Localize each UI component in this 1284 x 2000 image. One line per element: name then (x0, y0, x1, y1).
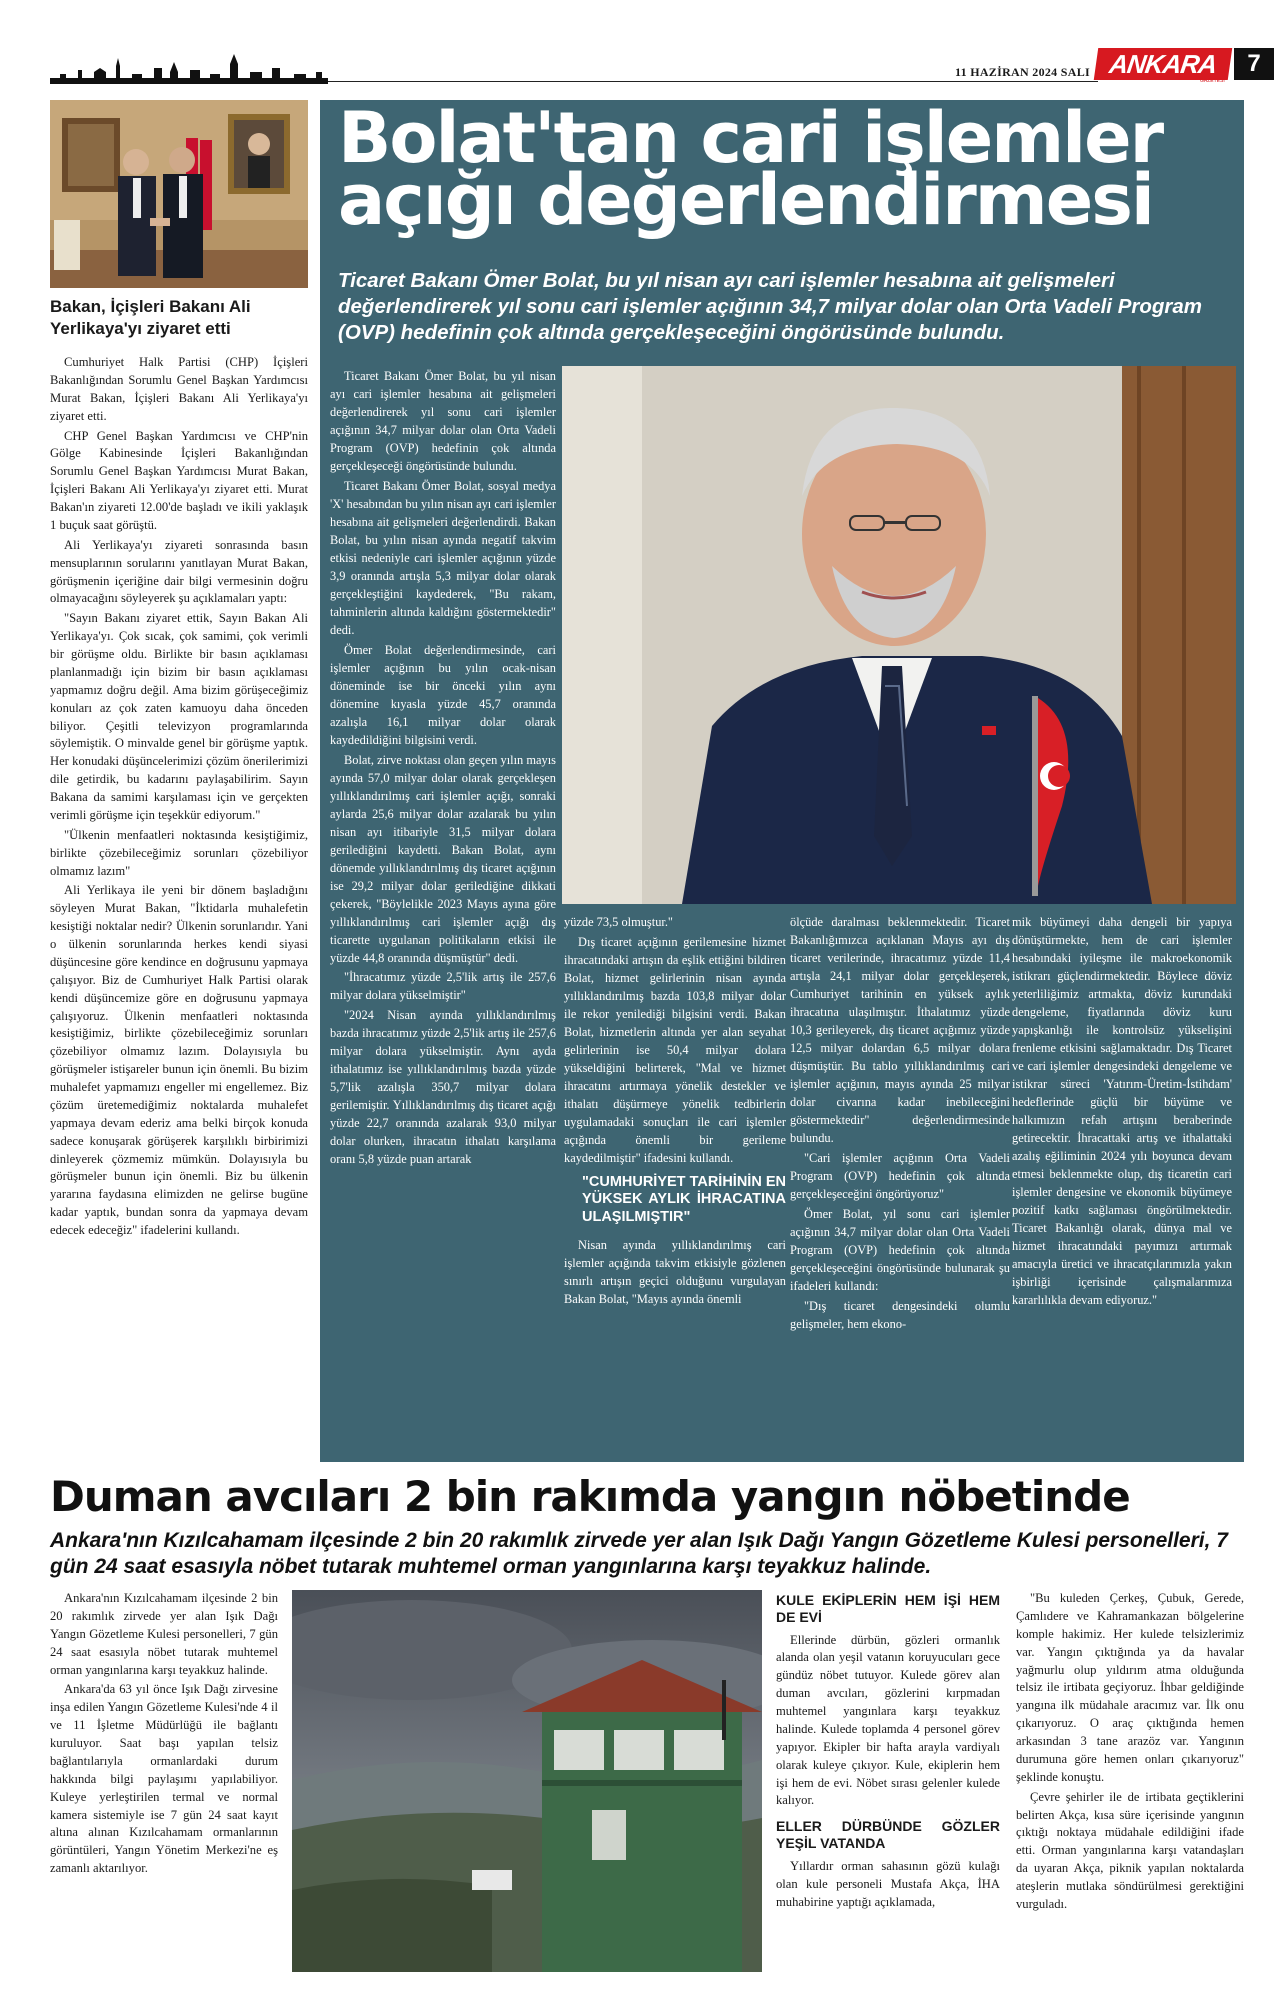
officials-handshake-image (50, 100, 308, 288)
paragraph: ölçüde daralması beklenmektedir. Ticaret Bakanlığımızca açıklanan Mayıs ayı dış ticaret verilerinde, ihracatımız yüzde 11,4 artışla 24,1 milyar dolar gerçekleşerek, Cumhuriyet tarihinin en yüksek aylık ihracatına ulaşılmıştır. İthalatımız yüzde 10,3 gerileyerek, dış ticaret açığımız yüzde 12,5 milyar dolardan 6,5 milyar dolara düşmüştür. Bu tablo yıllıklandırılmış cari işlemler açığının, mayıs ayında 25 milyar dolar civarına kadar inebileceğini göstermektedir" değerlendirmesinde bulundu. (790, 915, 1010, 1145)
pull-quote: "CUMHURİYET TARİHİNİN EN YÜKSEK AYLIK İHRACATINA ULAŞILMIŞTIR" (582, 1173, 786, 1226)
ankara-skyline-icon (50, 48, 328, 84)
paragraph: Ali Yerlikaya'yı ziyareti sonrasında basın mensuplarının sorularını yanıtlayan Murat Bakan, görüşmenin içeriğine dair bilgi vermesinin doğru olmayacağını söyleyerek şu açıklamaları yaptı: (50, 537, 308, 606)
paragraph: "Dış ticaret dengesindeki olumlu gelişmeler, hem ekono- (790, 1298, 1010, 1331)
side-story-headline: Bakan, İçişleri Bakanı Ali Yerlikaya'yı ziyaret etti (50, 297, 251, 339)
paragraph: Ticaret Bakanı Ömer Bolat, sosyal medya 'X' hesabından bu yılın nisan ayı cari işlemler hesabına ait gelişmeleri değerlendirdi. Bakan Bolat, bu yılın nisan ayında negatif takvim etkisi nedeniyle cari işlemler açığının yüzde 3,9 oranında artışla 5,3 milyar dolar olarak gerçekleştiğini kaydederek, "Bu rakam, tahminlerin altında kaldığını göstermektedir" dedi. (330, 478, 556, 637)
main-story-subtitle: Ticaret Bakanı Ömer Bolat, bu yıl nisan ayı cari işlemler hesabına ait gelişmeleri değerlendirerek yıl sonu cari işlemler açığının 34,7 milyar dolar olan Orta Vadeli Program (OVP) hedefinin çok altında gerçekleşeceğini öngörüsünde bulundu. (338, 269, 1202, 345)
paragraph: Ömer Bolat, yıl sonu cari işlemler açığının 34,7 milyar dolar olan Orta Vadeli Program (OVP) hedefinin çok altında gerçekleşeceğini öngörüsünde bulunarak şu ifadeleri kullandı: (790, 1206, 1010, 1293)
main-story-column-2 (564, 914, 786, 1454)
paragraph: Ankara'da 63 yıl önce Işık Dağı zirvesine inşa edilen Yangın Gözetleme Kulesi'nde 4 il ve 11 İşletme Müdürlüğü ile bağlantı kuruluyor. Saat başı yapılan telsiz bağlantılarıyla ormanlardaki durum hakkında bilgi paylaşımı yapılabiliyor. Kuleye yerleştirilen termal ve normal kamera sistemiyle ise 7 gün 24 saat kayıt altına alınan Kızılcahamam ormanlarının görüntüleri, Yangın Yönetim Merkezi'ne eş zamanlı aktarılıyor. (50, 1682, 278, 1876)
paragraph: Çevre şehirler ile de irtibata geçtiklerini belirten Akça, kısa süre içerisinde yangının çıktığı noktaya müdahale edildiğini ifade etti. Orman yangınlarına karşı vatandaşları da uyaran Akça, piknik yapılan noktalarda ateşlerin mutlaka söndürülmesi gerektiğini vurguladı. (1016, 1789, 1244, 1911)
paragraph: Bolat, zirve noktası olan geçen yılın mayıs ayında 57,0 milyar dolar olarak gerçekleşen yıllıklandırılmış cari işlemler açığı, sonraki aylarda 25,6 milyar dolar azalarak bu yılın nisan ayı itibariyle 31,5 milyar dolara gerilediğini kaydetti. Bakan Bolat, aynı dönemde yıllıklandırılmış dış ticaret açığının ise 29,2 milyar dolar gerilediğine dikkati çekerek, "Böylelikle 2023 Mayıs ayına göre yıllıklandırılmış cari işlemler açığı dış ticarette uygulanan politikaların etkisi ile yüzde 44,8 oranında düşmüştür" dedi. (330, 752, 556, 965)
paragraph: Ali Yerlikaya ile yeni bir dönem başladığını söyleyen Murat Bakan, "İktidarla muhalefetin kesiştiği noktalar nedir? Ülkenin sorunlarıdır. Yani o ülkenin sorunlarında herkes kendi siyasi düşüncesine göre kendince en doğrusunu yapmaya çalışıyor. Biz de Cumhuriyet Halk Partisi olarak kendi düşüncemize göre en doğrusunu yapmaya çalışıyoruz. Ülkenin menfaatleri noktasında kesiştiğimiz, birlikte çözebileceğimiz sorunları çözebiliyor olmamız lazım. Dolayısıyla bu görüşmeler istişareler bunun için önemli. Bu bizim muhalefet yapmamızı engeller mi engellemez. Biz çözüm üretemediğimiz noktalarda muhalefet yapmaya devam ederiz ama belki birçok konuda sadece konuşarak görüşerek karşılıklı birbirimizi dinleyerek çözmemiz mümkün. Dolayısıyla bu görüşmeler bunun için önemli. Biz bu ülkenin yararına faydasına elimizden ne gelirse bugüne kadar yaptık, bundan sonra da yapmaya devam edecek edeceğiz" ifadelerini kullandı. (50, 883, 308, 1237)
paragraph: Ömer Bolat değerlendirmesinde, cari işlemler açığının bu yılın ocak-nisan döneminde ise bir önceki yılın aynı dönemine kıyasla yüzde 45,7 oranında azalışla 16,1 milyar dolar olarak kaydedildiğini bilgisini verdi. (330, 642, 556, 747)
main-story (320, 97, 1244, 1462)
paragraph: "Bu kuleden Çerkeş, Çubuk, Gerede, Çamlıdere ve Kahramankazan bölgelerine komple hakimiz. Her kulede telsizlerimiz var. Yangın çıktığında ya da havalar yağmurlu olup yıldırım atma olduğunda telsiz ile irtibata geçiyoruz. İhbar geldiğinde yangına ilk müdahale aracımız var. İlk onu çıkarıyoruz. O araç çıktığında hemen arkasından 3 tane arazöz var. Yangının durumuna göre hemen onları çıkarıyoruz" şeklinde konuştu. (1016, 1591, 1244, 1784)
minister-portrait-photo (562, 366, 1236, 904)
side-story-body (50, 354, 308, 1454)
newspaper-logo: ANKARA (1094, 48, 1232, 80)
paragraph: "İhracatımız yüzde 2,5'lik artış ile 257,6 milyar dolara yükselmiştir" (330, 970, 556, 1003)
main-story-column-3 (790, 914, 1010, 1454)
fire-watch-tower-image (292, 1590, 762, 1972)
section-subheading: ELLER DÜRBÜNDE GÖZLER YEŞİL VATANDA (776, 1818, 1000, 1852)
side-story-photo (50, 100, 308, 288)
bottom-story-subtitle: Ankara'nın Kızılcahamam ilçesinde 2 bin 20 rakımlık zirvede yer alan Işık Dağı Yangın Gözetleme Kulesi personelleri, 7 gün 24 saat esasıyla nöbet tutarak muhtemel orman yangınlarına karşı teyakkuz halinde. (50, 1529, 1228, 1578)
issue-date: 11 HAZİRAN 2024 SALI (954, 65, 1090, 79)
paragraph: Ticaret Bakanı Ömer Bolat, bu yıl nisan ayı cari işlemler hesabına ait gelişmeleri değerlendirerek yıl sonu cari işlemler açığının 34,7 milyar dolar olan Orta Vadeli Program (OVP) hedefinin çok altında gerçekleşeceği öngörüsünde bulundu. (330, 369, 556, 473)
main-story-column-1 (330, 368, 556, 1453)
page-header (50, 48, 1261, 84)
paragraph: Yıllardır orman sahasının gözü kulağı olan kule personeli Mustafa Akça, İHA muhabirine yaptığı açıklamada, (776, 1858, 1000, 1909)
paragraph: CHP Genel Başkan Yardımcısı ve CHP'nin Gölge Kabinesinde İçişleri Bakanlığından Sorumlu Genel Başkan Yardımcısı Murat Bakan, İçişleri Bakanı Ali Yerlikaya'yı ziyaret etti. Murat Bakan'ın ziyareti 12.00'de başladı ve ikili yaklaşık 1 buçuk saat görüştü. (50, 428, 308, 532)
minister-portrait-image (562, 366, 1236, 904)
paragraph: Ellerinde dürbün, gözleri ormanlık alanda olan yeşil vatanın koruyucuları gece gündüz nöbet tutuyor. Kulede görev alan duman avcıları, gözlerini kırpmadan muhtemel yangınlara karşı teyakkuz halinde. Kulede toplamda 4 personel görev yapıyor. Ekipler bir hafta arayla vardiyalı olarak kuleye çıkıyor. Kule, ekiplerin hem işi hem de evi. Nöbet sırası gelenler kulede kalıyor. (776, 1632, 1000, 1808)
paragraph: yüzde 73,5 olmuştur." (564, 915, 673, 929)
header-rule (328, 81, 1098, 82)
paragraph: Ankara'nın Kızılcahamam ilçesinde 2 bin 20 rakımlık zirvede yer alan Işık Dağı Yangın Gözetleme Kulesi personelleri, 7 gün 24 saat esasıyla nöbet tutarak muhtemel orman yangınlarına karşı teyakkuz halinde. (50, 1591, 278, 1677)
page-number: 7 (1234, 48, 1274, 80)
paragraph: Cumhuriyet Halk Partisi (CHP) İçişleri Bakanlığından Sorumlu Genel Başkan Yardımcısı Murat Bakan, İçişleri Bakanı Ali Yerlikaya'yı ziyaret etti. (50, 355, 308, 423)
main-story-column-4 (1012, 914, 1232, 1454)
fire-watch-tower-photo (292, 1590, 762, 1972)
paragraph: "Ülkenin menfaatleri noktasında kesiştiğimiz, birlikte çözebileceğimiz sorunları çözebiliyor olmamız lazım" (50, 827, 308, 878)
bottom-story-column-4 (1016, 1590, 1244, 1990)
paragraph: Nisan ayında yıllıklandırılmış cari işlemler açığında takvim etkisiyle gözlenen sınırlı artışın geçici olduğunu vurgulayan Bakan Bolat, "Mayıs ayında önemli (564, 1237, 786, 1306)
bottom-story-title: Duman avcıları 2 bin rakımda yangın nöbetinde (50, 1472, 1130, 1521)
paragraph: "2024 Nisan ayında yıllıklandırılmış bazda ihracatımız yüzde 2,5'lik artış ile 257,6 milyar dolara yükselmiştir. Aynı ayda ithalatımız ise yıllıklandırılmış bazda yüzde 5,7'lik azalışla 350,7 milyar dolara gerilemiştir. Yıllıklandırılmış dış ticaret açığı yüzde 22,7 oranında azalarak 93,0 milyar dolar olurken, ihracatın ithalatı karşılama oranı 5,8 yüzde puan artarak (330, 1008, 556, 1167)
paragraph: "Sayın Bakanı ziyaret ettik, Sayın Bakan Ali Yerlikaya'yı. Çok sıcak, çok samimi, çok verimli bir görüşme oldu. Birlikte bir basın açıklaması planlanmadığı için bizim bir basın açıklaması yapmamız doğru değil. Ama bizim görüşeceğimiz konuları az çok zaten kamuoyu daha önceden biliyor. Çeşitli televizyon programlarında söylemiştik. O minvalde genel bir görüşme yaptık. Her konudaki düşüncelerimizi çözüm önerilerimizi dile getirdik, bu kadarını paylaşabilirim. Sayın Bakana da samimi karşılaması için ve gerçekten verimli görüşme için teşekkür ediyorum." (50, 611, 308, 822)
bottom-story-column-1 (50, 1590, 278, 1990)
newspaper-logo-sub: GAZETESİ (1200, 78, 1225, 84)
paragraph: "Cari işlemler açığının Orta Vadeli Program (OVP) hedefinin çok altında gerçekleşeceğini öngörüyoruz" (790, 1150, 1010, 1201)
paragraph: Dış ticaret açığının gerilemesine hizmet ihracatındaki artışın da eşlik ettiğini bildiren Bolat, hizmet gelirlerinin nisan ayında yıllıklandırılmış bazda 103,8 milyar dolar ile rekor yenilediği bilgisini verdi. Bakan Bolat, hizmetlerin altında yer alan seyahat gelirlerinin ise 50,4 milyar dolara yükseldiğini belirterek, "Mal ve hizmet ihracatını artırmaya yönelik destekler ve ithalatı düşürmeye yönelik tedbirlerin uygulamadaki sonuçları ile cari işlemler açığında önemli bir gerileme kaydedilmiştir" ifadesini kullandı. (564, 934, 786, 1165)
bottom-story-column-3 (776, 1590, 1000, 1990)
paragraph: mik büyümeyi daha dengeli bir yapıya dönüştürmekte, hem de cari işlemler hesabındaki iyileşme ile makroekonomik istikrarı güçlendirmektedir. Böylece döviz yeterliliğimiz artmakta, döviz kurundaki dengeleme, fiyatlarında döviz kuru yapışkanlığı ile kontrolsüz yükselişini frenleme etkisini sağlamaktadır. Dış Ticaret ve cari işlemler dengesindeki dengeleme ve istikrar süreci 'Yatırım-Üretim-İstihdam' hedeflerinde güçlü bir büyüme ve halkımızın refah artışını beraberinde getirecektir. İhracattaki artış ve ithalattaki azalış eğiliminin 2024 yılı boyunca devam etmesi beklenmekte olup, dış ticaretin cari işlemler dengesine ve ekonomik büyümeye pozitif katkı sağlaması öngörülmektedir. Ticaret Bakanlığı olarak, dünya mal ve hizmet ihracatındaki payımızı artırmak amacıyla üretici ve ihracatçılarımızla yakın işbirliği içerisinde çalışmalarımıza kararlılıkla devam ediyoruz." (1012, 915, 1232, 1307)
section-subheading: KULE EKİPLERİN HEM İŞİ HEM DE EVİ (776, 1592, 1000, 1625)
main-story-title: Bolat'tan cari işlemler açığı değerlendirmesi (338, 97, 1163, 241)
